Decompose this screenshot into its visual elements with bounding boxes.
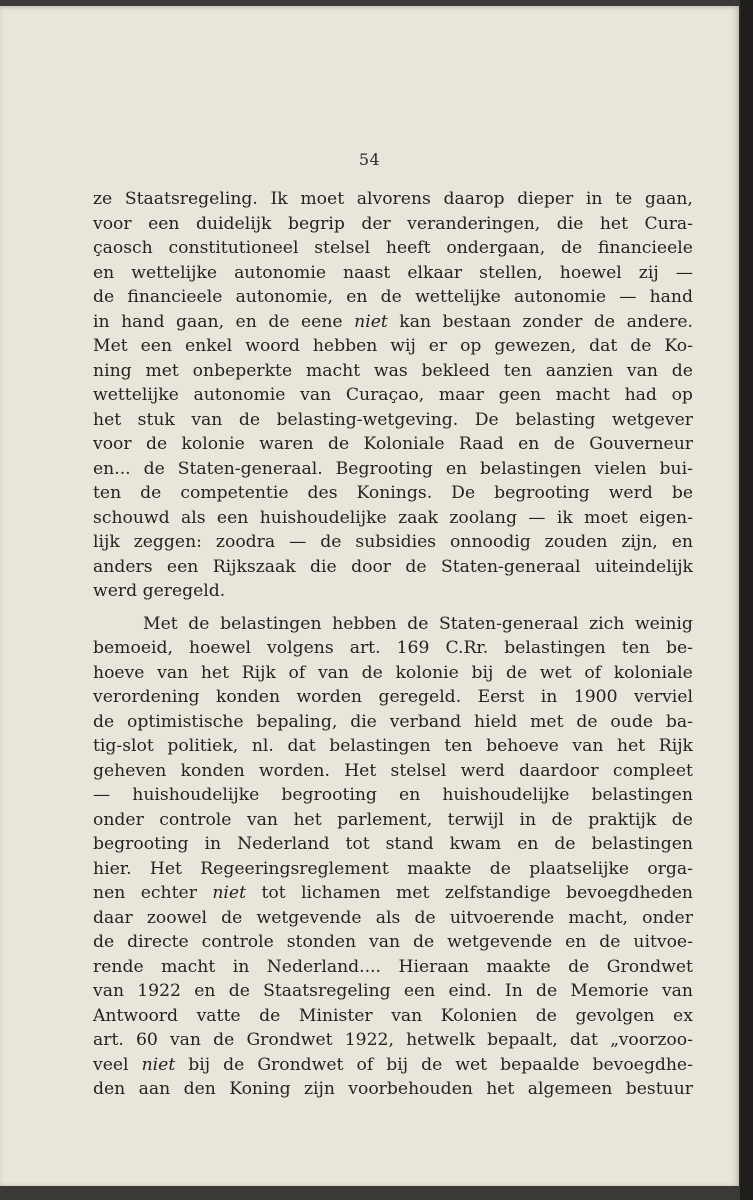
- text-line: rende macht in Nederland.... Hieraan maakte de Grondwet: [93, 956, 693, 977]
- text-line: nen echter niet tot lichamen met zelfstandige bevoegdheden: [93, 883, 693, 903]
- book-edge: [740, 0, 753, 1200]
- text-line: anders een Rijkszaak die door de Staten-generaal uiteindelijk: [93, 556, 693, 577]
- paragraph-1: [93, 187, 693, 604]
- text-line: Met de belastingen hebben de Staten-generaal zich weinig: [143, 613, 693, 634]
- text-line: Met een enkel woord hebben wij er op gewezen, dat de Ko-: [93, 336, 693, 356]
- text-line: hoeve van het Rijk of van de kolonie bij de wet of koloniale: [93, 662, 693, 683]
- text-line: het stuk van de belasting-wetgeving. De belasting wetgever: [93, 409, 693, 430]
- text-line: bemoeid, hoewel volgens art. 169 C.Rr. belastingen ten be-: [93, 638, 693, 658]
- text-line: werd geregeld.: [93, 581, 226, 601]
- text-line: — huishoudelijke begrooting en huishoudelijke belastingen: [93, 785, 693, 805]
- body-text: [93, 187, 693, 1102]
- text-line: verordening konden worden geregeld. Eerst in 1900 verviel: [93, 687, 693, 707]
- text-line: daar zoowel de wetgevende als de uitvoerende macht, onder: [93, 907, 693, 928]
- text-line: Antwoord vatte de Minister van Kolonien de gevolgen ex: [93, 1005, 693, 1026]
- text-line: schouwd als een huishoudelijke zaak zoolang — ik moet eigen-: [93, 507, 693, 528]
- text-line: den aan den Koning zijn voorbehouden het algemeen bestuur: [93, 1079, 693, 1099]
- text-line: lijk zeggen: zoodra — de subsidies onnoodig zouden zijn, en: [93, 532, 693, 552]
- text-line: de financieele autonomie, en de wettelijke autonomie — hand: [93, 287, 693, 307]
- page-number: 54: [358, 150, 381, 169]
- text-line: tig-slot politiek, nl. dat belastingen ten behoeve van het Rijk: [93, 736, 693, 756]
- text-line: van 1922 en de Staatsregeling een eind. In de Memorie van: [93, 981, 693, 1001]
- text-line: hier. Het Regeeringsreglement maakte de plaatselijke orga-: [93, 858, 693, 879]
- text-line: ten de competentie des Konings. De begrooting werd be: [93, 483, 693, 503]
- paragraph-2: [93, 612, 693, 1102]
- text-line: çaosch constitutioneel stelsel heeft ondergaan, de financieele: [93, 238, 693, 258]
- text-line: ze Staatsregeling. Ik moet alvorens daarop dieper in te gaan,: [93, 189, 693, 209]
- text-line: voor de kolonie waren de Koloniale Raad en de Gouverneur: [93, 434, 693, 454]
- text-line: art. 60 van de Grondwet 1922, hetwelk bepaalt, dat „voorzoo-: [93, 1030, 693, 1050]
- text-line: in hand gaan, en de eene niet kan bestaan zonder de andere.: [93, 311, 693, 332]
- text-line: ning met onbeperkte macht was bekleed ten aanzien van de: [93, 360, 693, 381]
- text-line: wettelijke autonomie van Curaçao, maar geen macht had op: [93, 385, 693, 405]
- text-line: onder controle van het parlement, terwijl in de praktijk de: [93, 809, 693, 830]
- text-line: geheven konden worden. Het stelsel werd daardoor compleet: [93, 760, 693, 781]
- text-line: en... de Staten-generaal. Begrooting en belastingen vielen bui-: [93, 458, 693, 479]
- text-line: de optimistische bepaling, die verband hield met de oude ba-: [93, 711, 693, 732]
- text-line: de directe controle stonden van de wetgevende en de uitvoe-: [93, 932, 693, 952]
- text-line: en wettelijke autonomie naast elkaar stellen, hoewel zij —: [93, 262, 693, 283]
- text-line: begrooting in Nederland tot stand kwam en de belastingen: [93, 834, 693, 854]
- text-line: veel niet bij de Grondwet of bij de wet bepaalde bevoegdhe-: [93, 1054, 693, 1075]
- book-page: [0, 6, 741, 1186]
- text-line: voor een duidelijk begrip der veranderingen, die het Cura-: [93, 213, 693, 234]
